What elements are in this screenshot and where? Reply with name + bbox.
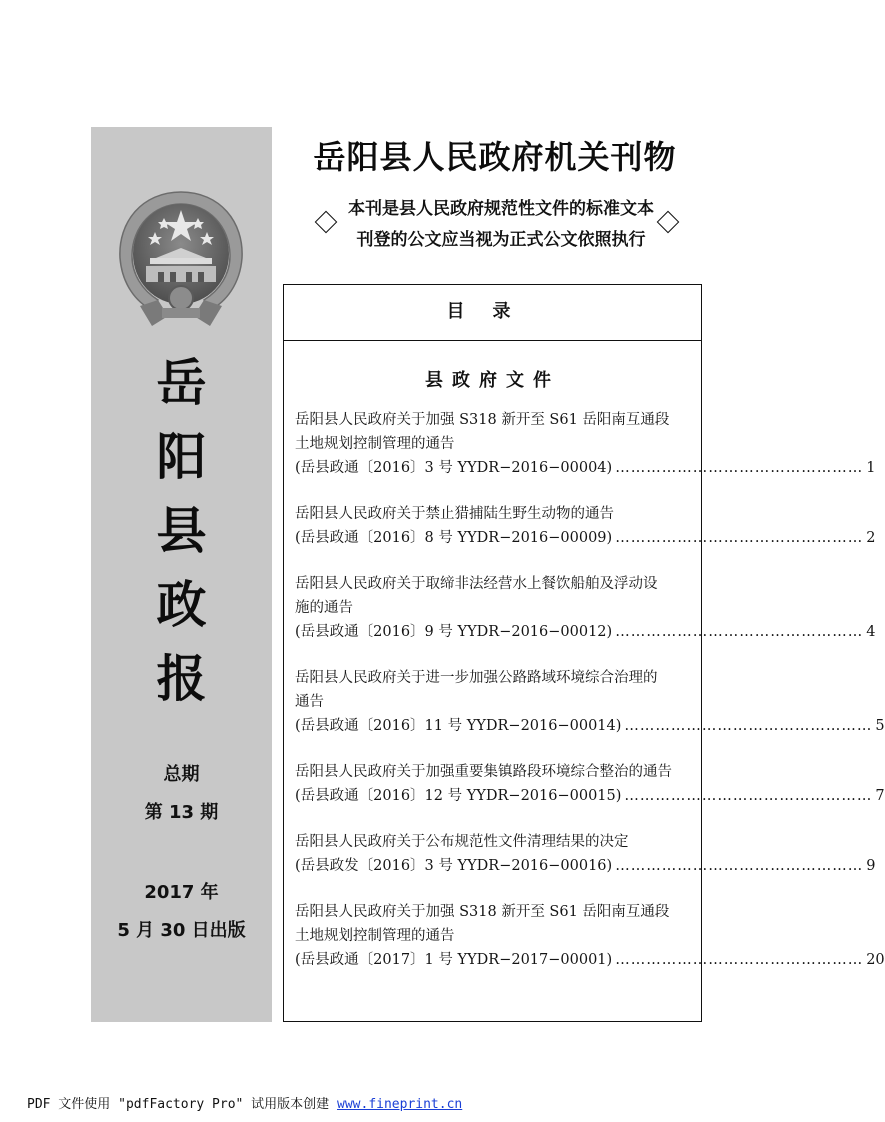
toc-entry[interactable] [295,572,876,644]
leader-dots: ………………………………………… [624,788,873,804]
journal-title-char: 报 [156,649,207,708]
leader-dots: ………………………………………… [615,624,864,640]
slogan-line: 本刊是县人民政府规范性文件的标准文本 [348,199,654,219]
masthead-title: 岳阳县人民政府机关刊物 [313,138,677,176]
toc-entry-code-row [295,714,885,738]
issue-number: 第 13 期 [144,802,219,823]
journal-title-char: 阳 [156,427,207,486]
journal-title-char: 岳 [156,353,207,412]
toc-entry-page: 5 [875,718,885,734]
toc-entry-code: (岳县政通〔2017〕1 号 YYDR−2017−00001) [295,952,613,968]
publication-year: 2017 年 [144,882,219,903]
toc-entry-code-row [295,784,885,808]
toc-entry-code-row [295,854,876,878]
toc-entry-code-row [295,456,876,480]
toc-heading: 目录 [284,285,701,341]
toc-entry-code: (岳县政通〔2016〕11 号 YYDR−2016−00014) [295,718,622,734]
toc-entry-title: 岳阳县人民政府关于禁止猎捕陆生野生动物的通告 [295,506,614,522]
footer-link[interactable]: www.fineprint.cn [337,1097,463,1112]
toc-entry[interactable] [295,502,876,550]
toc-entry-code-row [295,526,876,550]
slogan-line: 刊登的公文应当视为正式公文依照执行 [356,230,646,250]
publication-date: 5 月 30 日出版 [117,920,246,941]
toc-entry-page: 1 [866,460,876,476]
toc-entry-code: (岳县政通〔2016〕8 号 YYDR−2016−00009) [295,530,613,546]
toc-entry[interactable] [295,666,885,738]
toc-entry-title: 施的通告 [295,600,353,616]
toc-entry-title: 岳阳县人民政府关于加强 S318 新开至 S61 岳阳南互通段 [295,904,670,920]
toc-entry-title: 岳阳县人民政府关于公布规范性文件清理结果的决定 [295,834,629,850]
issue-label: 总期 [163,764,200,785]
toc-entry-code-row [295,620,876,644]
toc-entry-code: (岳县政发〔2016〕3 号 YYDR−2016−00016) [295,858,613,874]
toc-entry-title: 岳阳县人民政府关于进一步加强公路路域环境综合治理的 [295,670,658,686]
toc-entry[interactable] [295,760,885,808]
leader-dots: ………………………………………… [615,530,864,546]
toc-entry-title: 土地规划控制管理的通告 [295,928,455,944]
toc-entry[interactable] [295,830,876,878]
section-title: 县政府文件 [425,370,560,391]
toc-entry-page: 9 [866,858,876,874]
national-emblem-icon [112,186,250,330]
journal-title-char: 县 [156,501,207,560]
toc-entry-title: 岳阳县人民政府关于取缔非法经营水上餐饮船舶及浮动设 [295,576,658,592]
toc-entry-title: 土地规划控制管理的通告 [295,436,455,452]
toc-entry-code: (岳县政通〔2016〕9 号 YYDR−2016−00012) [295,624,613,640]
toc-entry-page: 4 [866,624,876,640]
masthead-slogan [316,194,686,256]
journal-title [91,346,272,716]
pdf-footer [27,1093,462,1112]
leader-dots: ………………………………………… [615,952,864,968]
toc-entry-title: 通告 [295,694,324,710]
toc-entry-code: (岳县政通〔2016〕3 号 YYDR−2016−00004) [295,460,613,476]
toc-entry-page: 2 [866,530,876,546]
toc-entry-code: (岳县政通〔2016〕12 号 YYDR−2016−00015) [295,788,622,804]
toc-entry[interactable] [295,900,885,972]
toc-entry-code-row [295,948,885,972]
footer-text: PDF 文件使用 "pdfFactory Pro" 试用版本创建 [27,1097,338,1112]
toc-entry-title: 岳阳县人民政府关于加强重要集镇路段环境综合整治的通告 [295,764,672,780]
toc-entry-list [284,408,885,972]
toc-entry-page: 20 [866,952,885,968]
journal-title-char: 政 [156,575,207,634]
leader-dots: ………………………………………… [615,460,864,476]
toc-entry[interactable] [295,408,876,480]
toc-entry-page: 7 [875,788,885,804]
leader-dots: ………………………………………… [615,858,864,874]
leader-dots: ………………………………………… [624,718,873,734]
toc-entry-title: 岳阳县人民政府关于加强 S318 新开至 S61 岳阳南互通段 [295,412,670,428]
table-of-contents [283,284,885,1022]
